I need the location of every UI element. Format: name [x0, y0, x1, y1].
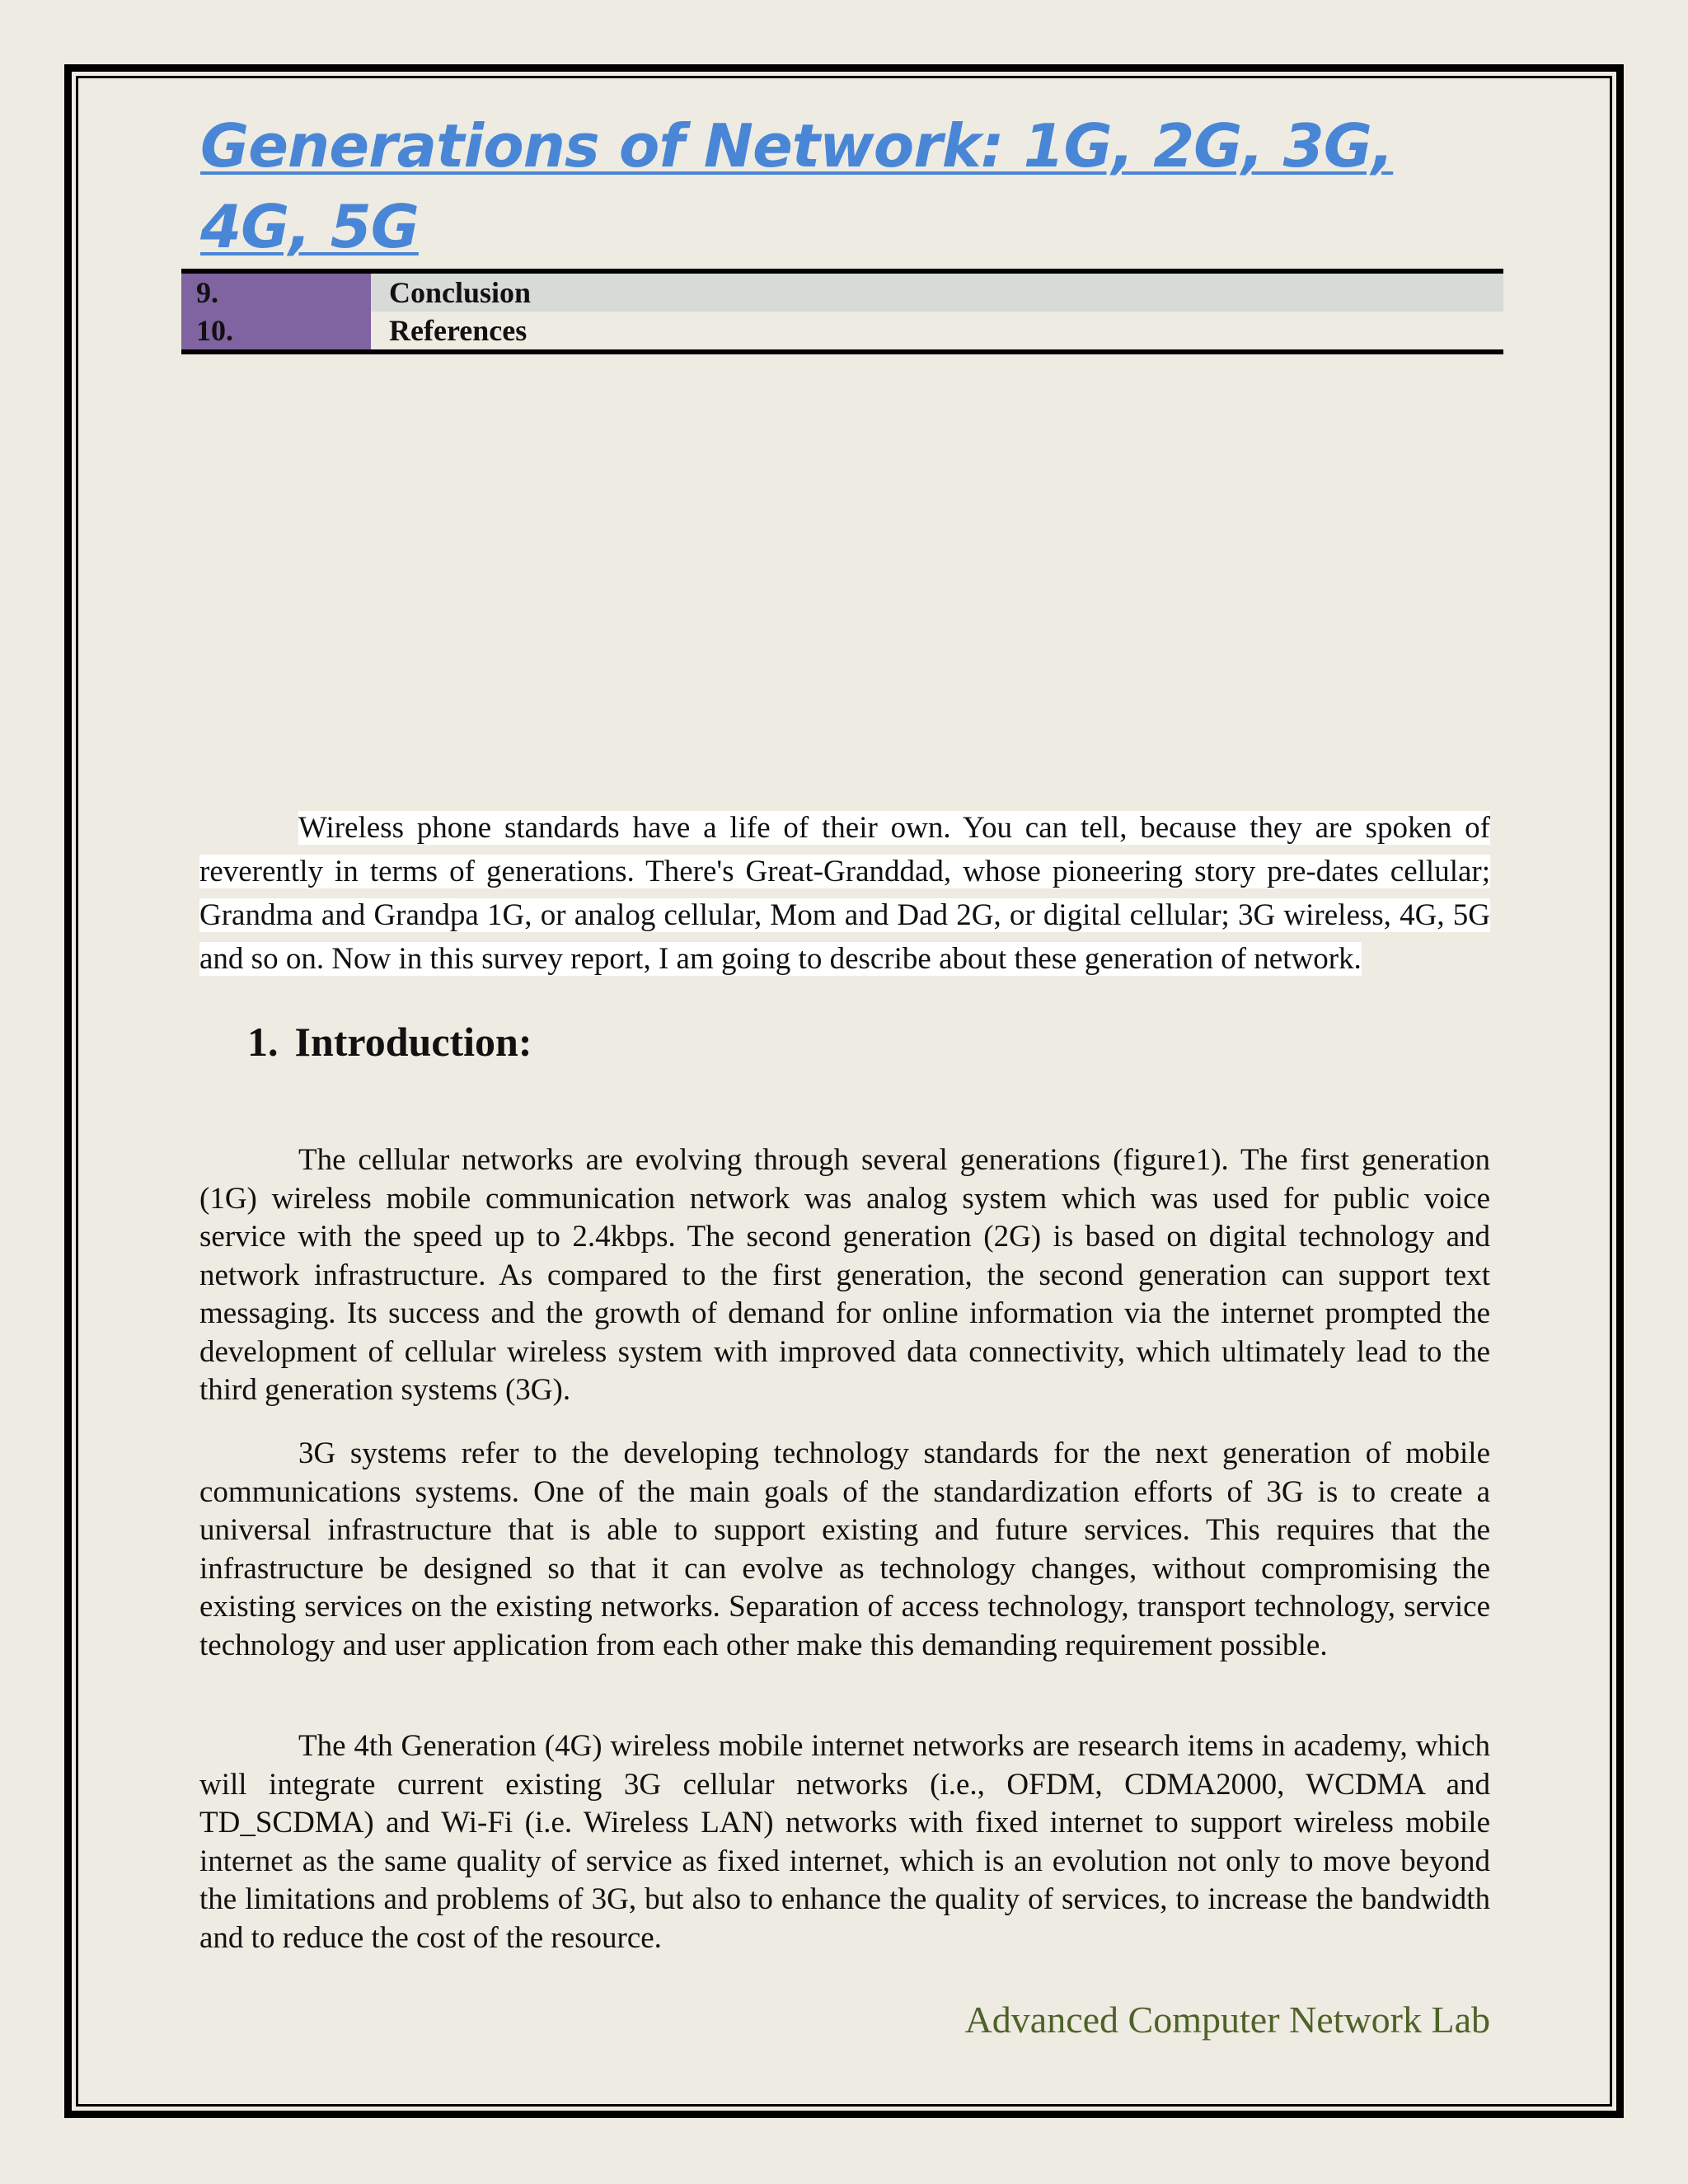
body-paragraph	[199, 1141, 1490, 1410]
section-heading-text: Introduction:	[294, 1019, 532, 1065]
section-heading	[247, 1017, 532, 1066]
toc-label: References	[371, 312, 1503, 349]
document-title: Generations of Network: 1G, 2G, 3G, 4G, 5G	[200, 111, 1394, 261]
toc-number: 9.	[181, 274, 371, 312]
body-paragraph	[199, 1435, 1490, 1665]
toc-number: 10.	[181, 312, 371, 349]
body-paragraph-text: 3G systems refer to the developing technology standards for the next generation of mobile communications systems. One of the main goals of the standardization efforts of 3G is to create a universal infrastructure that is able to support existing and future services. This requires that the infrastructure be designed so that it can evolve as technology changes, without compromising the existing services on the existing networks. Separation of access technology, transport technology, service technology and user application from each other make this demanding requirement possible.	[199, 1436, 1490, 1662]
page-footer: Advanced Computer Network Lab	[964, 1999, 1490, 2041]
toc-row	[181, 312, 1503, 349]
intro-paragraph	[199, 806, 1490, 981]
section-number: 1.	[247, 1019, 279, 1065]
table-of-contents	[181, 269, 1503, 354]
toc-label: Conclusion	[371, 274, 1503, 312]
body-paragraph	[199, 1727, 1490, 1957]
body-paragraph-text: The cellular networks are evolving through several generations (figure1). The first generation (1G) wireless mobile communication network was analog system which was used for public voice service with the speed up to 2.4kbps. The second generation (2G) is based on digital technology and network infrastructure. As compared to the first generation, the second generation can support text messaging. Its success and the growth of demand for online information via the internet prompted the development of cellular wireless system with improved data connectivity, which ultimately lead to the third generation systems (3G).	[199, 1143, 1490, 1407]
body-paragraph-text: The 4th Generation (4G) wireless mobile internet networks are research items in academy, which will integrate current existing 3G cellular networks (i.e., OFDM, CDMA2000, WCDMA and TD_SCDMA) and Wi-Fi (i.e. Wireless LAN) networks with fixed internet to support wireless mobile internet as the same quality of service as fixed internet, which is an evolution not only to move beyond the limitations and problems of 3G, but also to enhance the quality of services, to increase the bandwidth and to reduce the cost of the resource.	[199, 1729, 1490, 1955]
toc-row	[181, 274, 1503, 312]
intro-paragraph-text: Wireless phone standards have a life of their own. You can tell, because they are spoken of reverently in terms of generations. There's Great-Granddad, whose pioneering story pre-dates cellular; Grandma and Grandpa 1G, or analog cellular, Mom and Dad 2G, or digital cellular; 3G wireless, 4G, 5G and so on. Now in this survey report, I am going to describe about these generation of network.	[199, 811, 1490, 976]
